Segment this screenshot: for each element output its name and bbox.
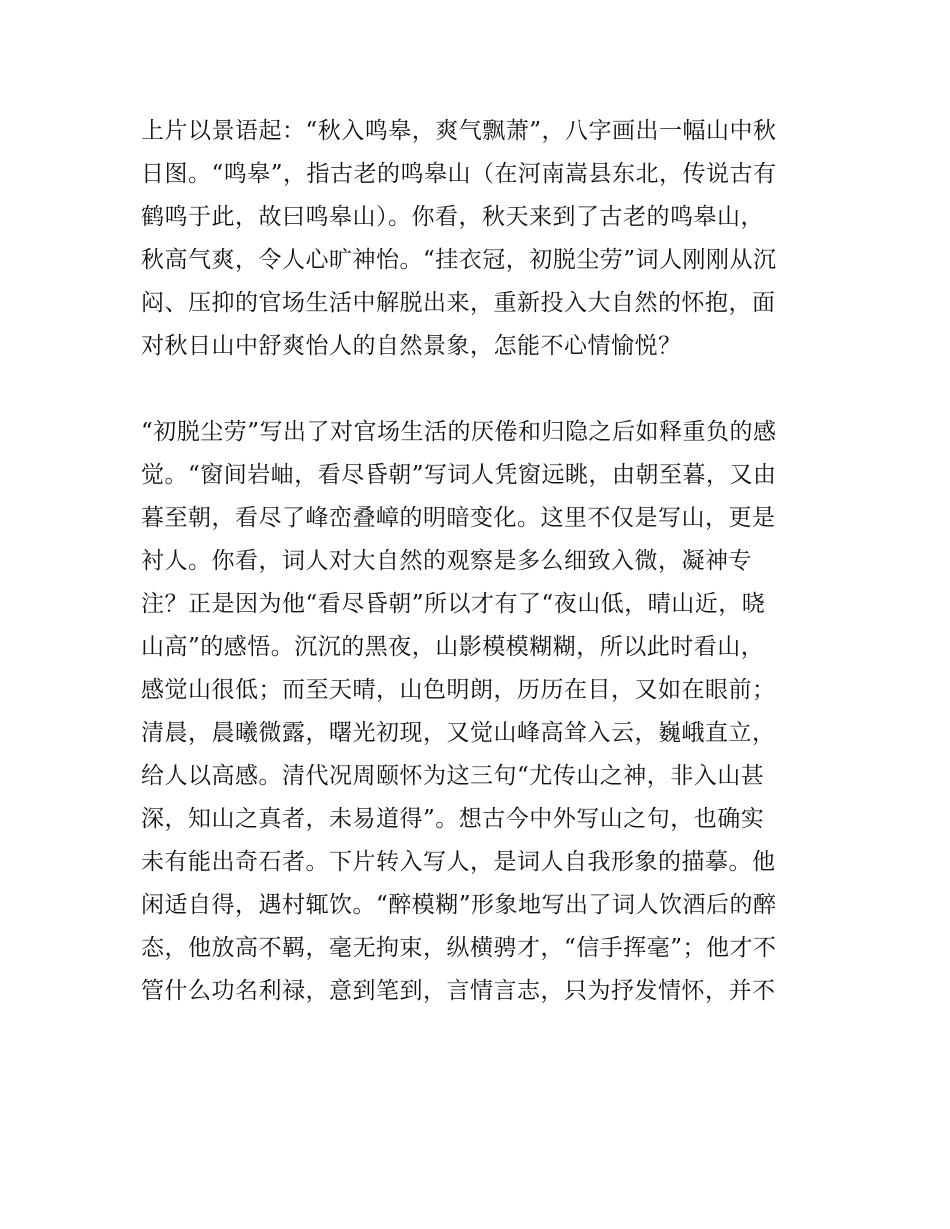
text-line: 对秋日山中舒爽怡人的自然景象，怎能不心情愉悦？: [141, 333, 682, 359]
text-line: 注？正是因为他“看尽昏朝”所以才有了“夜山低，晴山近，晓: [141, 591, 766, 617]
text-line: 衬人。你看，词人对大自然的观察是多么细致入微，凝神专: [141, 548, 752, 574]
text-line: 给人以高感。清代况周颐怀为这三句“尤传山之神，非入山甚: [141, 763, 765, 789]
text-line: 日图。“鸣皋”，指古老的鸣皋山（在河南嵩县东北，传说古有: [141, 161, 777, 187]
text-line: 未有能出奇石者。下片转入写人，是词人自我形象的描摹。他: [141, 849, 776, 875]
text-line: 深，知山之真者，未易道得”。想古今中外写山之句，也确实: [141, 806, 765, 832]
text-line: 上片以景语起：“秋入鸣皋，爽气飘萧”，八字画出一幅山中秋: [141, 118, 777, 144]
text-line: 清晨，晨曦微露，曙光初现，又觉山峰高耸入云，巍峨直立，: [141, 720, 776, 746]
text-line: 暮至朝，看尽了峰峦叠嶂的明暗变化。这里不仅是写山，更是: [141, 505, 776, 531]
paragraph-2: [141, 411, 813, 1013]
text-line: 秋高气爽，令人心旷神怡。“挂衣冠，初脱尘劳”词人刚刚从沉: [141, 247, 777, 273]
text-line: 闲适自得，遇村辄饮。“醉模糊”形象地写出了词人饮酒后的醉: [141, 892, 777, 918]
text-line: 管什么功名利禄，意到笔到，言情言志，只为抒发情怀，并不: [141, 978, 776, 1004]
text-line: 感觉山很低；而至天晴，山色明朗，历历在目，又如在眼前；: [141, 677, 776, 703]
text-line: 闷、压抑的官场生活中解脱出来，重新投入大自然的怀抱，面: [141, 290, 776, 316]
text-line: “初脱尘劳”写出了对官场生活的厌倦和归隐之后如释重负的感: [141, 419, 777, 445]
text-line: 态，他放高不羁，毫无拘束，纵横骋才，“信手挥毫”；他才不: [141, 935, 777, 961]
text-line: 鹤鸣于此，故曰鸣皋山）。你看，秋天来到了古老的鸣皋山，: [141, 204, 764, 230]
text-line: 山高”的感悟。沉沉的黑夜，山影模模糊糊，所以此时看山，: [141, 634, 765, 660]
text-line: 觉。“窗间岩岫，看尽昏朝”写词人凭窗远眺，由朝至暮，又由: [141, 462, 777, 488]
paragraph-1: [141, 110, 813, 368]
